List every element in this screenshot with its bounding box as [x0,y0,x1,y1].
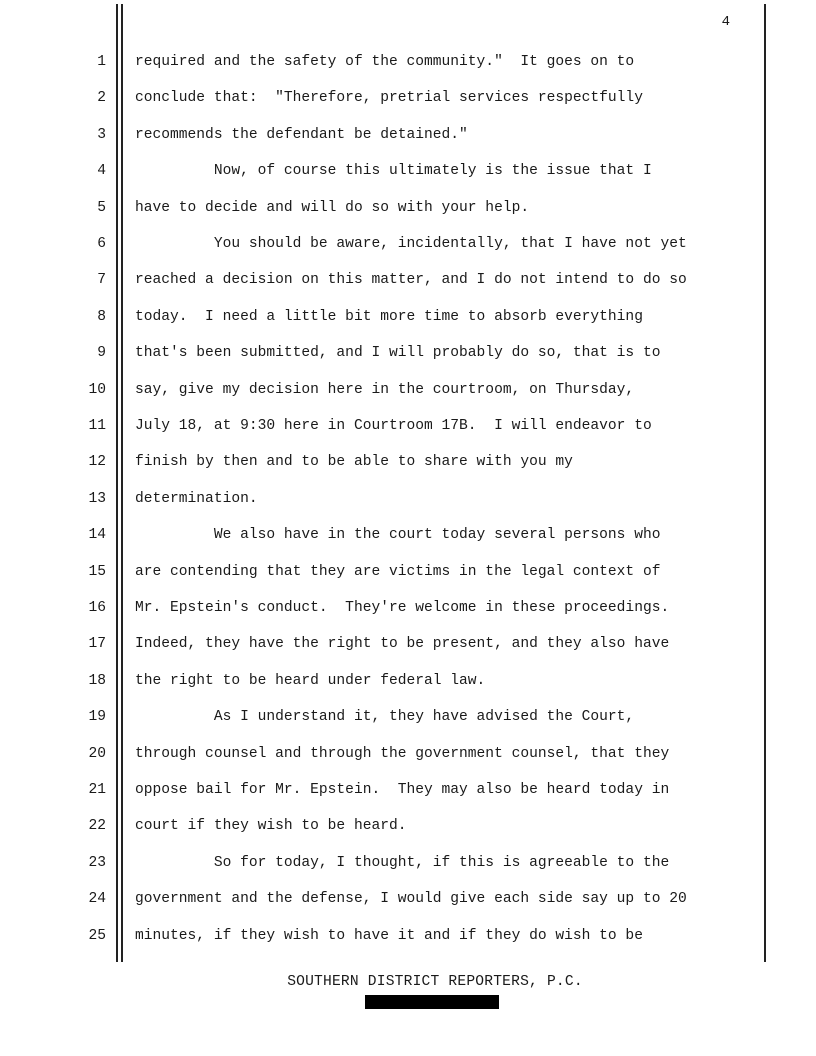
line-number: 4 [97,163,106,180]
transcript-line [0,780,816,800]
line-number: 16 [88,600,106,616]
line-text: say, give my decision here in the courtroom, on Thursday, [135,381,635,398]
line-number: 21 [88,782,106,798]
transcript-line [0,562,816,582]
line-text: Mr. Epstein's conduct. They're welcome in these proceedings. [135,600,670,616]
line-number: 6 [97,236,106,252]
line-number: 3 [97,126,106,143]
line-number: 19 [88,709,106,726]
line-number: 25 [88,927,106,944]
transcript-line [0,416,816,436]
line-number: 8 [97,308,106,325]
transcript-line [0,671,816,691]
footer-reporter: SOUTHERN DISTRICT REPORTERS, P.C. [287,974,583,990]
line-text: have to decide and will do so with your help. [135,199,530,216]
line-number: 14 [88,527,106,544]
line-text: today. I need a little bit more time to absorb everything [135,308,643,325]
line-number: 18 [88,672,106,689]
line-number: 1 [97,54,106,70]
line-number: 9 [97,345,106,362]
line-text: minutes, if they wish to have it and if they do wish to be [135,927,643,944]
line-text: recommends the defendant be detained." [135,126,468,143]
transcript-line [0,634,816,654]
line-text: court if they wish to be heard. [135,818,407,835]
transcript-line [0,234,816,254]
transcript-line [0,489,816,509]
transcript-line [0,598,816,618]
transcript-line [0,744,816,764]
transcript-line [0,853,816,873]
line-number: 2 [97,90,106,107]
line-text: government and the defense, I would give each side say up to 20 [135,891,687,908]
line-number: 10 [88,381,106,398]
line-text: Indeed, they have the right to be present, and they also have [135,636,670,653]
transcript-line [0,125,816,145]
transcript-line [0,452,816,472]
transcript-line [0,707,816,727]
line-text: We also have in the court today several persons who [135,527,661,544]
line-text: through counsel and through the government counsel, that they [135,745,670,762]
line-number: 17 [88,636,106,653]
line-text: finish by then and to be able to share with you my [135,454,573,471]
line-text: conclude that: "Therefore, pretrial services respectfully [135,90,643,107]
transcript-line [0,889,816,909]
line-text: July 18, at 9:30 here in Courtroom 17B. I will endeavor to [135,418,652,434]
line-text: oppose bail for Mr. Epstein. They may also be heard today in [135,782,670,798]
redaction-bar [365,995,499,1009]
line-text: are contending that they are victims in the legal context of [135,563,661,580]
line-text: that's been submitted, and I will probably do so, that is to [135,345,661,362]
transcript-line [0,343,816,363]
line-text: Now, of course this ultimately is the issue that I [135,163,652,180]
transcript-line [0,926,816,946]
line-number: 15 [88,563,106,580]
line-text: As I understand it, they have advised the Court, [135,709,635,726]
line-text: You should be aware, incidentally, that I have not yet [135,236,687,252]
line-number: 24 [88,891,106,908]
line-text: required and the safety of the community." It goes on to [135,54,635,70]
line-number: 7 [97,272,106,289]
transcript-line [0,816,816,836]
line-number: 12 [88,454,106,471]
transcript-line [0,198,816,218]
page-number: 4 [721,14,730,30]
line-text: So for today, I thought, if this is agreeable to the [135,854,670,871]
transcript-line [0,52,816,72]
transcript-line [0,161,816,181]
line-number: 20 [88,745,106,762]
line-number: 22 [88,818,106,835]
transcript-line [0,88,816,108]
line-number: 11 [88,418,106,434]
transcript-line [0,307,816,327]
line-text: the right to be heard under federal law. [135,672,486,689]
transcript-line [0,525,816,545]
line-number: 5 [97,199,106,216]
transcript-line [0,380,816,400]
transcript-line [0,270,816,290]
line-number: 23 [88,854,106,871]
line-number: 13 [88,490,106,507]
line-text: reached a decision on this matter, and I do not intend to do so [135,272,687,289]
line-text: determination. [135,490,258,507]
